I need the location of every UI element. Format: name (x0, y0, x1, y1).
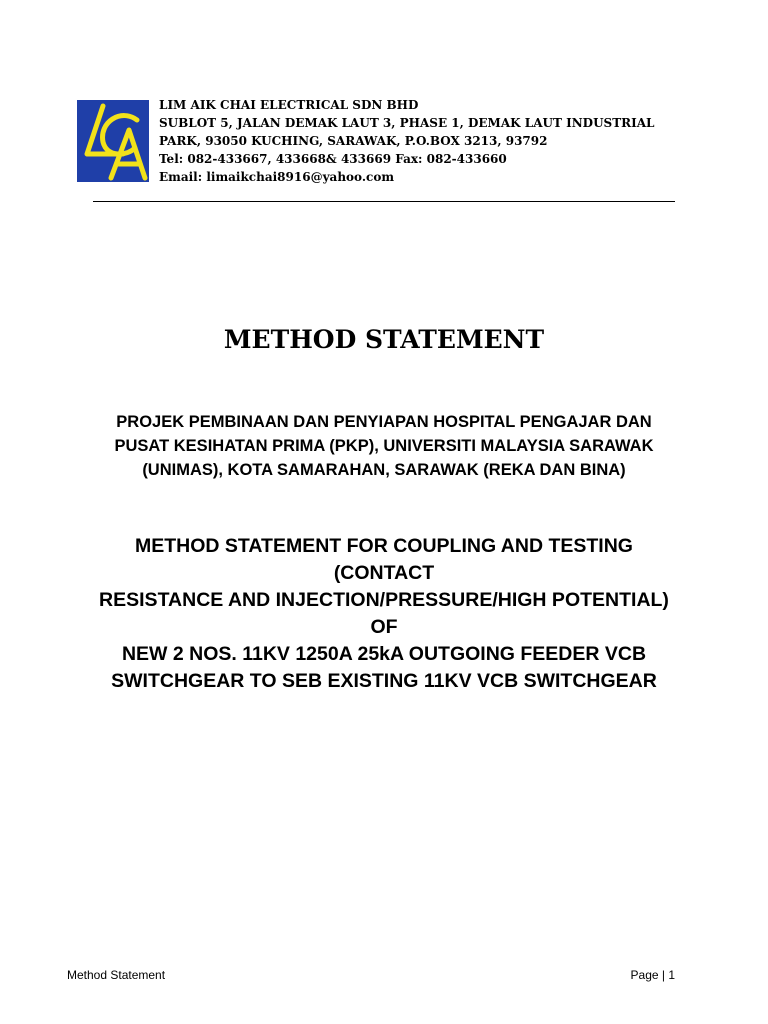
footer-document-name: Method Statement (67, 968, 166, 982)
subject-line: SWITCHGEAR TO SEB EXISTING 11KV VCB SWITCHGEAR (111, 670, 657, 692)
company-address-line-1: SUBLOT 5, JALAN DEMAK LAUT 3, PHASE 1, DEMAK LAUT INDUSTRIAL (159, 116, 655, 130)
company-logo (77, 100, 149, 182)
company-address-line-2: PARK, 93050 KUCHING, SARAWAK, P.O.BOX 3213, 93792 (159, 134, 548, 148)
lca-logo-icon (77, 100, 149, 182)
method-statement-subject (84, 533, 684, 695)
company-phone-fax: Tel: 082-433667, 433668& 433669 Fax: 082-433660 (159, 152, 507, 166)
footer-page-number: Page | 1 (630, 968, 675, 982)
header-divider (93, 201, 675, 202)
project-line: PUSAT KESIHATAN PRIMA (PKP), UNIVERSITI MALAYSIA SARAWAK (114, 437, 654, 455)
company-info (159, 96, 679, 186)
subject-line: NEW 2 NOS. 11KV 1250A 25kA OUTGOING FEEDER VCB (121, 643, 647, 665)
subject-line: METHOD STATEMENT FOR COUPLING AND TESTING (CONTACT (135, 535, 633, 584)
subject-line: RESISTANCE AND INJECTION/PRESSURE/HIGH POTENTIAL) OF (99, 589, 669, 638)
document-title: METHOD STATEMENT (223, 325, 545, 354)
project-line: PROJEK PEMBINAAN DAN PENYIAPAN HOSPITAL PENGAJAR DAN (116, 413, 652, 431)
company-email: Email: limaikchai8916@yahoo.com (159, 170, 395, 184)
project-line: (UNIMAS), KOTA SAMARAHAN, SARAWAK (REKA DAN BINA) (142, 461, 626, 479)
company-name: LIM AIK CHAI ELECTRICAL SDN BHD (159, 98, 419, 112)
project-description (104, 410, 664, 482)
